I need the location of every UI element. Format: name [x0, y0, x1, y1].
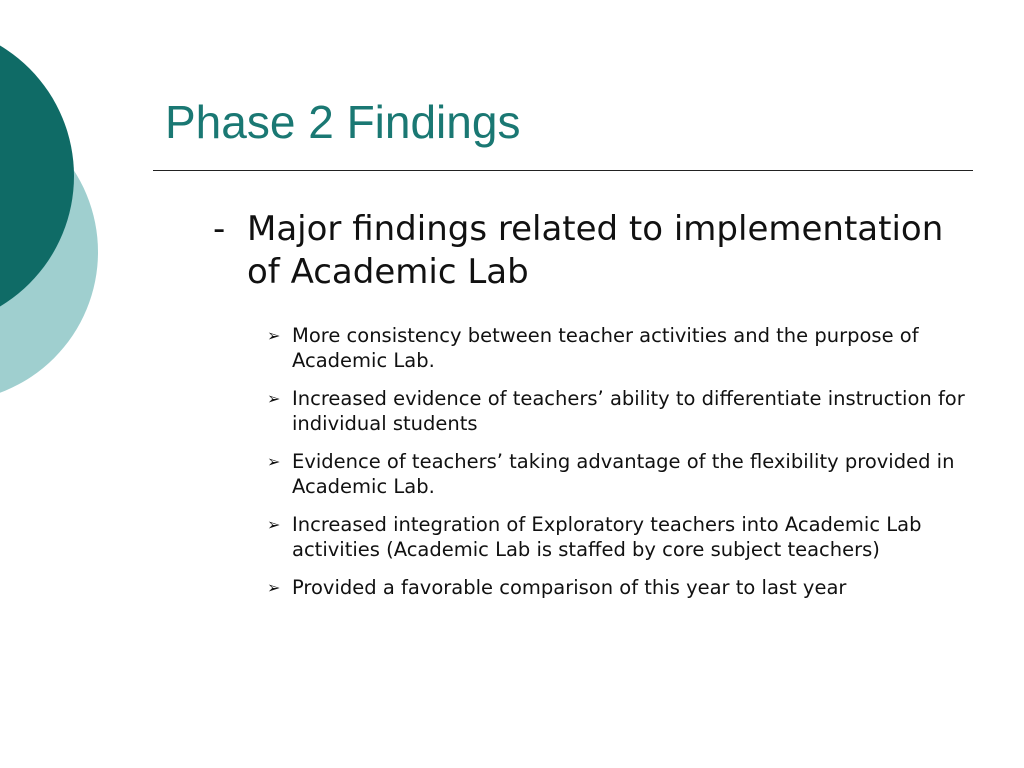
list-item [267, 450, 973, 499]
arrowhead-bullet-icon: ➢ [267, 452, 281, 471]
decorative-circles [0, 0, 120, 420]
list-item [267, 324, 973, 373]
arrowhead-bullet-icon: ➢ [267, 578, 281, 597]
slide-title: Phase 2 Findings [165, 96, 521, 148]
lead-point-text: Major findings related to implementation of Academic Lab [247, 209, 944, 292]
arrowhead-bullet-icon: ➢ [267, 389, 281, 408]
list-item [267, 513, 973, 562]
dash-marker: - [213, 209, 226, 249]
list-item-text: Evidence of teachers’ taking advantage of the flexibility provided in Academic Lab. [292, 450, 955, 498]
list-item-text: Increased evidence of teachers’ ability to differentiate instruction for individual students [292, 387, 965, 435]
list-item [267, 576, 973, 601]
list-item-text: More consistency between teacher activities and the purpose of Academic Lab. [292, 324, 919, 372]
title-divider [153, 170, 973, 171]
slide-body [213, 208, 973, 615]
findings-list [213, 324, 973, 601]
list-item-text: Provided a favorable comparison of this year to last year [292, 576, 847, 599]
lead-point [213, 208, 973, 294]
arrowhead-bullet-icon: ➢ [267, 326, 281, 345]
arrowhead-bullet-icon: ➢ [267, 515, 281, 534]
list-item [267, 387, 973, 436]
list-item-text: Increased integration of Exploratory teachers into Academic Lab activities (Academic Lab is staffed by core subject teachers) [292, 513, 922, 561]
